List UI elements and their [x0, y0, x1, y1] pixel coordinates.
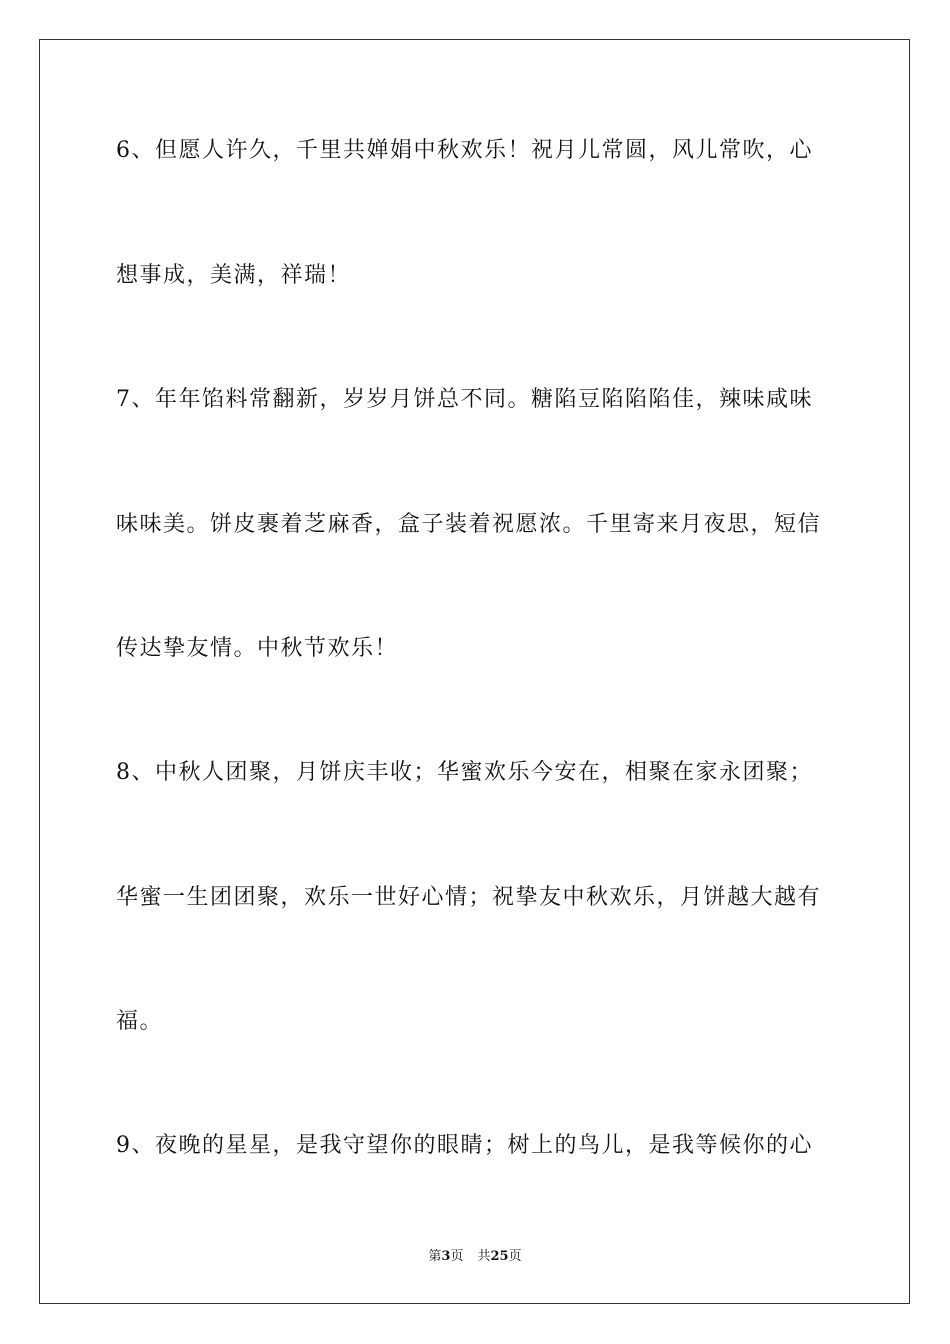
text-line-9: 9、夜晚的星星，是我守望你的眼睛；树上的鸟儿，是我等候你的心 [116, 1133, 813, 1158]
page-border [39, 39, 910, 1304]
total-prefix: 共 [477, 1249, 491, 1264]
text-line-3: 7、年年馅料常翻新，岁岁月饼总不同。糖陷豆陷陷陷佳，辣味咸味 [116, 387, 813, 412]
page-suffix: 页 [450, 1249, 464, 1264]
page-footer [0, 1248, 950, 1266]
total-page-number: 25 [490, 1249, 509, 1264]
page-prefix: 第 [428, 1249, 442, 1264]
total-suffix: 页 [508, 1249, 522, 1264]
text-line-1: 6、但愿人许久，千里共婵娟中秋欢乐！祝月儿常圆，风儿常吹，心 [116, 138, 813, 163]
text-line-5: 传达挚友情。中秋节欢乐！ [116, 636, 399, 661]
text-line-2: 想事成，美满，祥瑞！ [116, 263, 352, 288]
current-page-number: 3 [441, 1249, 451, 1264]
text-line-8: 福。 [116, 1009, 164, 1034]
text-line-7: 华蜜一生团团聚，欢乐一世好心情；祝挚友中秋欢乐，月饼越大越有 [116, 885, 822, 910]
text-line-4: 味味美。饼皮裹着芝麻香，盒子装着祝愿浓。千里寄来月夜思，短信 [116, 512, 822, 537]
text-line-6: 8、中秋人团聚，月饼庆丰收；华蜜欢乐今安在，相聚在家永团聚； [116, 760, 813, 785]
